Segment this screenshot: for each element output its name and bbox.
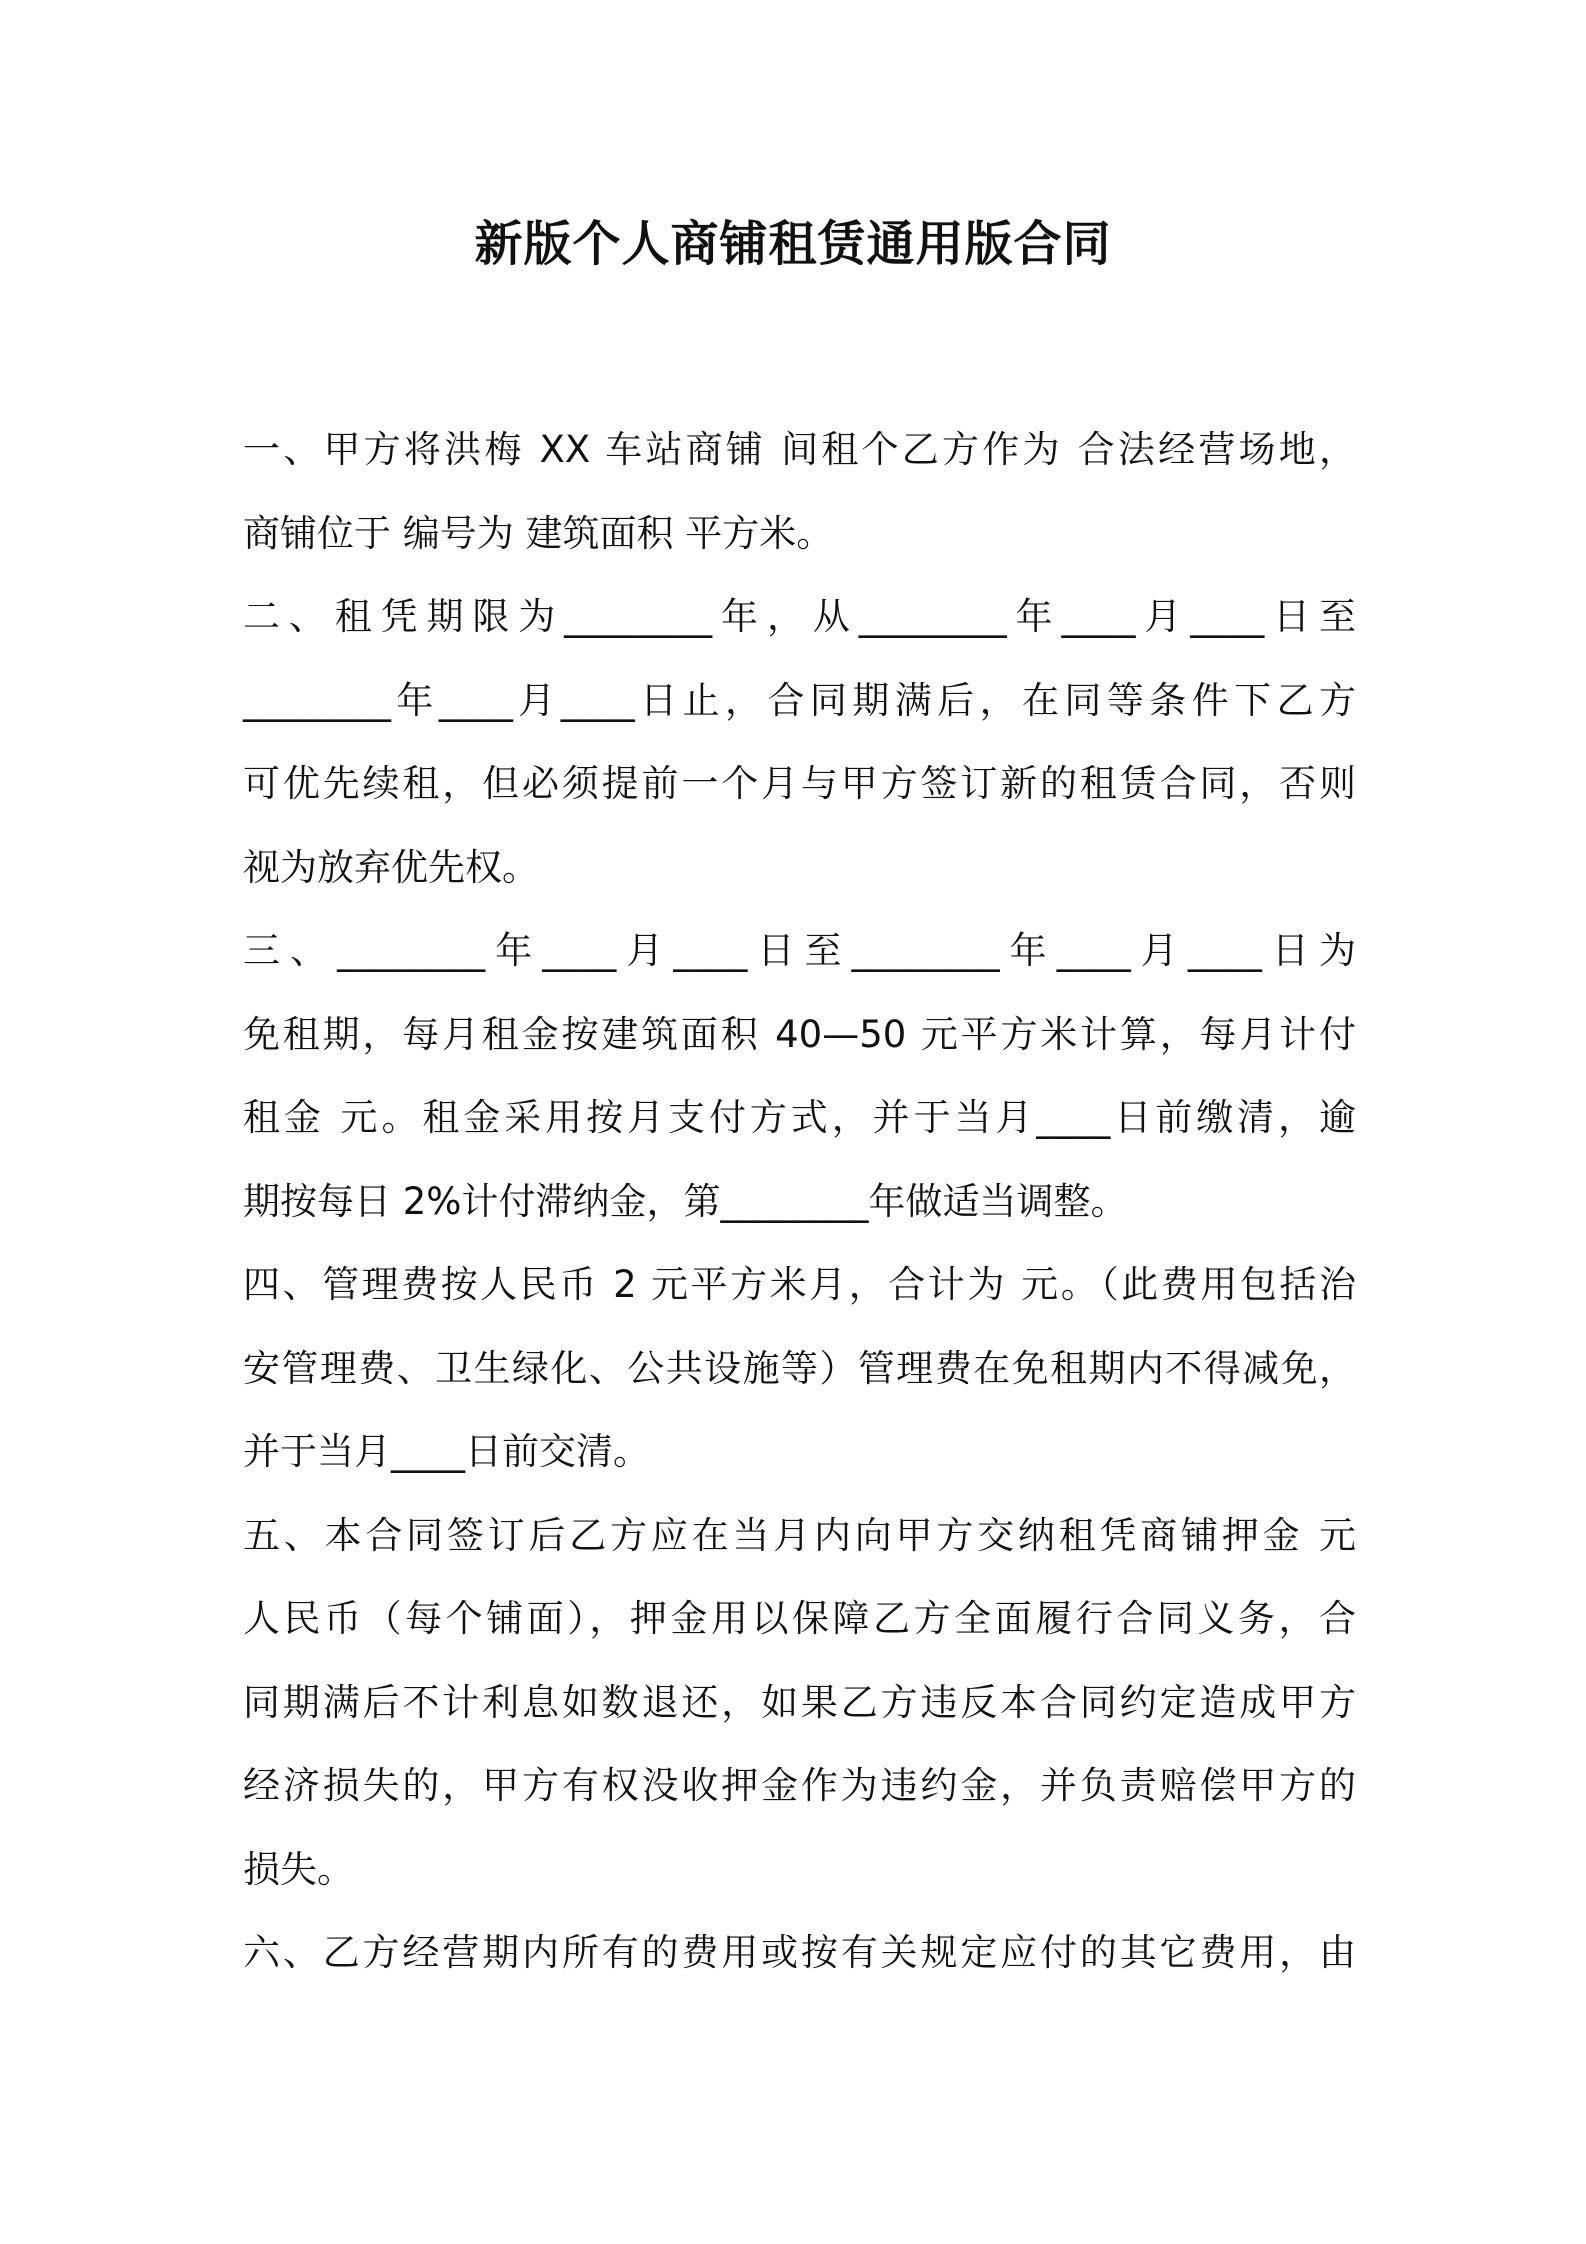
text-line: 人民币（每个铺面），押金用以保障乙方全面履行合同义务，合 bbox=[243, 1597, 1356, 1640]
text-line: 可优先续租，但必须提前一个月与甲方签订新的租赁合同，否则 bbox=[243, 762, 1356, 805]
text-line: 租金 元。租金采用按月支付方式，并于当月____日前缴清，逾 bbox=[243, 1096, 1356, 1139]
text-line: 商铺位于 编号为 建筑面积 平方米。 bbox=[243, 511, 834, 555]
document-title: 新版个人商铺租赁通用版合同 bbox=[474, 216, 1112, 272]
text-line: 视为放弃优先权。 bbox=[243, 845, 539, 889]
text-line: 六、乙方经营期内所有的费用或按有关规定应付的其它费用，由 bbox=[243, 1931, 1356, 1974]
text-line: 损失。 bbox=[243, 1847, 354, 1891]
text-line: 期按每日 2%计付滞纳金，第________年做适当调整。 bbox=[243, 1179, 1128, 1223]
text-line: 安管理费、卫生绿化、公共设施等）管理费在免租期内不得减免， bbox=[243, 1346, 1356, 1390]
document-body bbox=[243, 408, 1356, 1995]
text-line: 三、________年____月____日至________年____月____日为 bbox=[243, 929, 1356, 972]
text-line: 五、本合同签订后乙方应在当月内向甲方交纳租凭商铺押金 元 bbox=[243, 1513, 1356, 1557]
text-line: 经济损失的，甲方有权没收押金作为违约金，并负责赔偿甲方的 bbox=[243, 1764, 1356, 1807]
text-line: ________年____月____日止，合同期满后，在同等条件下乙方 bbox=[243, 678, 1356, 722]
text-line: 一、甲方将洪梅 XX 车站商铺 间租个乙方作为 合法经营场地， bbox=[243, 428, 1356, 471]
text-line: 二、租凭期限为________年，从________年____月____日至 bbox=[243, 595, 1356, 638]
text-line: 并于当月____日前交清。 bbox=[243, 1430, 650, 1473]
text-line: 四、管理费按人民币 2 元平方米月，合计为 元。（此费用包括治 bbox=[243, 1263, 1356, 1306]
text-line: 同期满后不计利息如数退还，如果乙方违反本合同约定造成甲方 bbox=[243, 1680, 1356, 1724]
text-line: 免租期，每月租金按建筑面积 40—50 元平方米计算，每月计付 bbox=[243, 1012, 1356, 1056]
